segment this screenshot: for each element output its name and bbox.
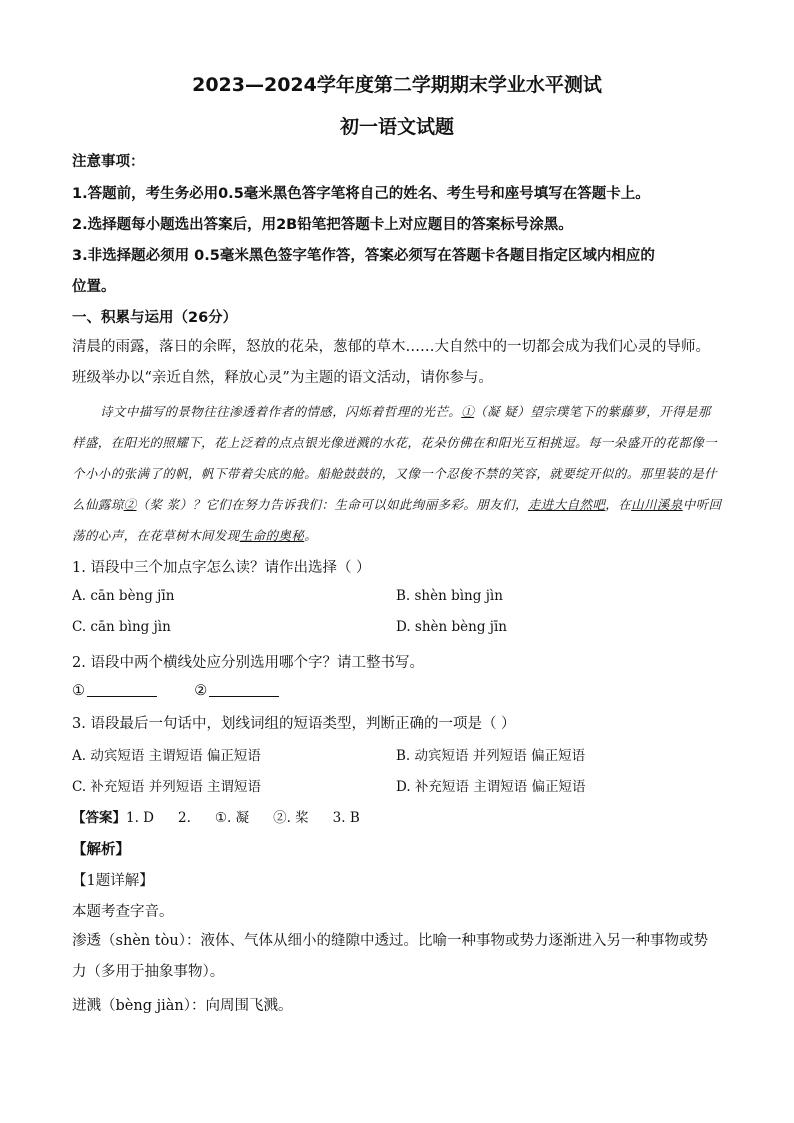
blank-mark-2: ② (123, 497, 137, 512)
passage-part-2: （凝 疑）望宗璞笔下的紫藤萝，开得是那样盛，在阳光的照耀下，花上泛着的点点银光像迸溅的水花，花朵仿佛在和阳光互相挑逗。每一朵盛开的花都像一个小小的张满了的帆，帆下带着尖底的舱。船舱鼓鼓的，又像一个忍俊不禁的笑容，就要绽开似的。那里装的是什么仙露琼 (72, 404, 718, 512)
question-2-stem: 2. 语段中两个横线处应分别选用哪个字？请工整书写。 (72, 655, 424, 671)
underlined-phrase-1: 走进大自然吧 (527, 497, 606, 512)
answer-2-1: ①. 凝 (214, 810, 250, 826)
definition-1: 渗透（shèn tòu）：液体、气体从细小的缝隙中透过。比喻一种事物或势力逐渐进入另一种事物或势力（多用于抽象事物）。 (72, 933, 708, 980)
definition-2: 迸溅（bèng jiàn）：向周围飞溅。 (72, 998, 293, 1014)
detail-tag: 【1题详解】 (72, 873, 154, 889)
notice-item-2: 2.选择题每小题选出答案后，用2B铅笔把答题卡上对应题目的答案标号涂黑。 (72, 217, 573, 233)
section-heading: 一、积累与运用（26分） (72, 310, 238, 326)
notice-item-1: 1.答题前，考生务必用0.5毫米黑色答字笔将自己的姓名、考生号和座号填写在答题卡上。 (72, 186, 650, 202)
question-3-option-b: B. 动宾短语 并列短语 偏正短语 (396, 748, 586, 764)
notice-item-3: 3.非选择题必须用 0.5毫米黑色签字笔作答，答案必须写在答题卡各题目指定区域内相应的 (72, 248, 655, 264)
question-3-stem: 3. 语段最后一句话中，划线词组的短语类型，判断正确的一项是（ ） (72, 716, 516, 732)
passage-part-5: 中听回荡的心声，在花草树木间发现 (72, 497, 722, 543)
underlined-phrase-2: 山川溪泉 (631, 497, 683, 512)
blank-label-2: ② (194, 683, 208, 699)
question-1-option-b: B. shèn bìng jìn (396, 588, 503, 604)
answer-2-2: ②. 桨 (273, 810, 309, 826)
exam-subtitle: 初一语文试题 (339, 116, 454, 138)
answer-line (72, 806, 360, 826)
intro-paragraph: 清晨的雨露，落日的余晖，怒放的花朵，葱郁的草木……大自然中的一切都会成为我们心灵的导师。班级举办以“亲近自然，释放心灵”为主题的语文活动，请你参与。 (72, 339, 710, 386)
answer-blank-1 (87, 682, 157, 697)
question-1-option-d: D. shèn bèng jīn (396, 619, 507, 635)
notice-item-3-cont: 位置。 (72, 279, 116, 295)
question-2-blanks (72, 682, 279, 699)
blank-mark-1: ① (461, 404, 475, 419)
answer-tag: 【答案】 (72, 810, 126, 826)
detail-intro: 本题考查字音。 (72, 904, 174, 920)
passage-part-4: ，在 (605, 497, 632, 512)
analysis-tag: 【解析】 (72, 842, 130, 858)
answer-1: 1. D (126, 810, 154, 826)
passage-part-3: （桨 浆）？它们在努力告诉我们：生命可以如此绚丽多彩。朋友们， (136, 497, 528, 512)
answer-3: 3. B (332, 810, 360, 826)
question-1-option-a: A. cān bèng jīn (72, 588, 175, 604)
blank-label-1: ① (72, 683, 85, 699)
exam-title: 2023—2024学年度第二学期期末学业水平测试 (192, 74, 602, 96)
passage-part-1: 诗文中描写的景物往往渗透着作者的情感，闪烁着哲理的光芒。 (100, 404, 462, 419)
question-3-option-a: A. 动宾短语 主谓短语 偏正短语 (72, 748, 261, 764)
question-3-option-d: D. 补充短语 主谓短语 偏正短语 (396, 779, 586, 795)
answer-blank-2 (209, 682, 279, 697)
underlined-phrase-3: 生命的奥秘 (239, 528, 305, 543)
answer-2: 2. (178, 810, 191, 826)
passage-part-6: 。 (304, 528, 318, 543)
question-1-option-c: C. cān bìng jìn (72, 619, 171, 635)
question-1-stem: 1. 语段中三个加点字怎么读？请作出选择（ ） (72, 560, 371, 576)
notice-heading: 注意事项： (72, 154, 145, 170)
reading-passage (72, 396, 722, 551)
question-3-option-c: C. 补充短语 并列短语 主谓短语 (72, 779, 262, 795)
